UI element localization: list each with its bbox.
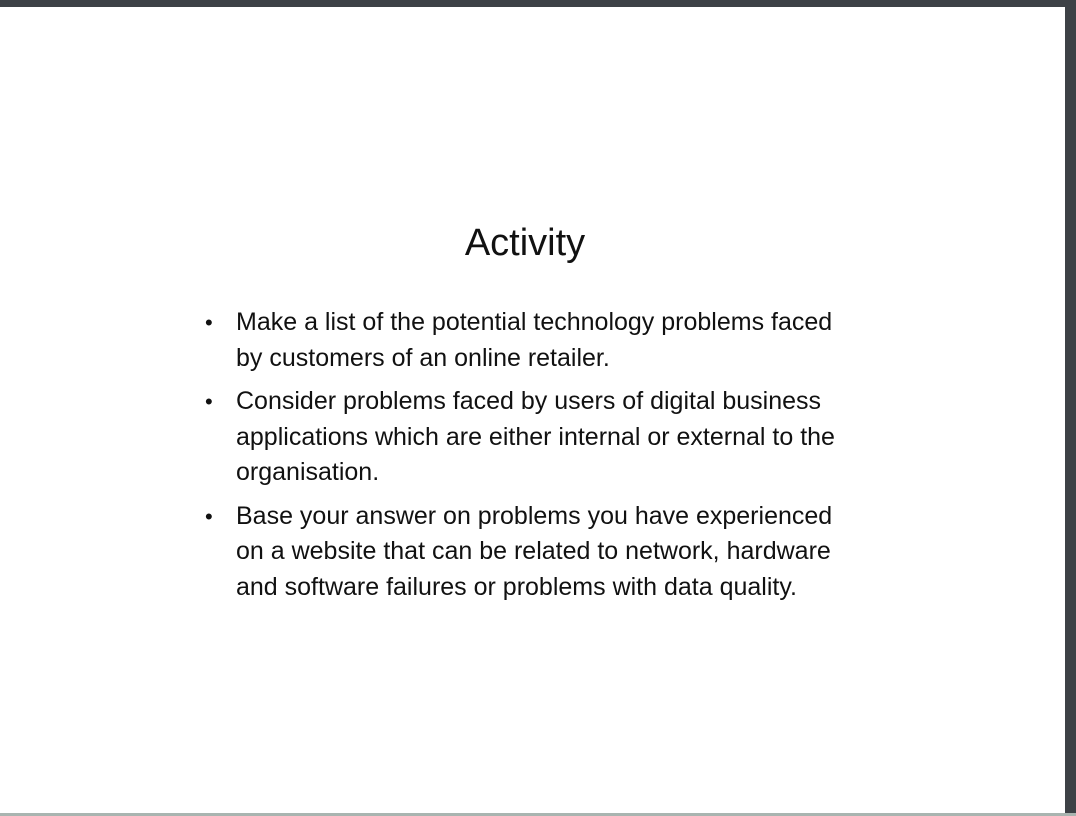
bullet-text: Consider problems faced by users of digital business applications which are either internal or external to the organisation. [236, 387, 835, 486]
bullet-marker: • [205, 503, 213, 529]
bullet-list [205, 305, 845, 613]
bullet-item [205, 499, 845, 606]
bullet-item [205, 305, 845, 376]
bullet-text: Make a list of the potential technology problems faced by customers of an online retailer. [236, 308, 833, 372]
bullet-marker: • [205, 310, 213, 335]
bullet-marker: • [205, 389, 213, 414]
viewer-top-border [0, 0, 1076, 7]
slide-page [0, 7, 1065, 813]
viewer-scrollbar-track[interactable] [1065, 0, 1076, 816]
bullet-text: Base your answer on problems you have experienced on a website that can be related to network, hardware and software failures or problems with data quality. [236, 501, 833, 601]
slide-title: Activity [464, 222, 586, 264]
bullet-item [205, 384, 845, 491]
